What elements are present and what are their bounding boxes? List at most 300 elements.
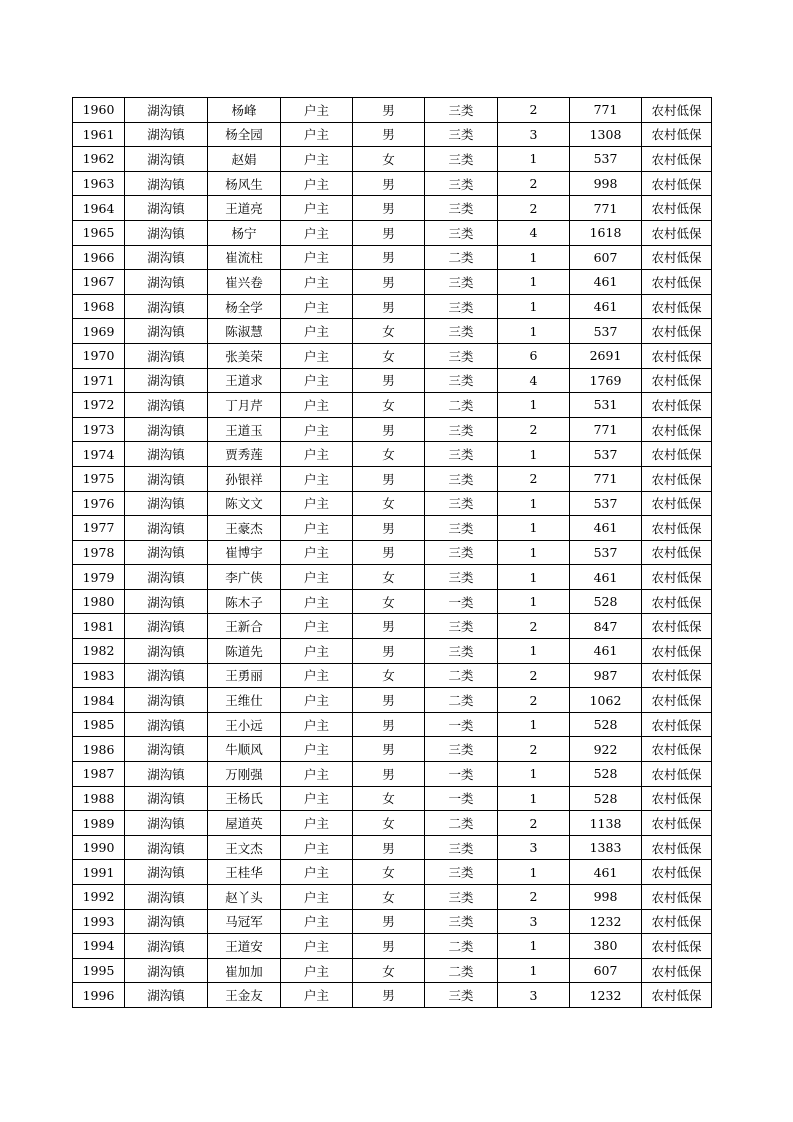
serial-number-cell: 1981	[73, 614, 125, 639]
table-row	[73, 417, 712, 442]
table-row	[73, 663, 712, 688]
amount-cell: 987	[570, 663, 642, 688]
program-cell: 农村低保	[642, 958, 712, 983]
household-size-cell: 2	[498, 663, 570, 688]
program-cell: 农村低保	[642, 860, 712, 885]
relation-cell: 户主	[281, 442, 353, 467]
name-cell: 王道安	[208, 934, 281, 959]
gender-cell: 男	[353, 639, 425, 664]
program-cell: 农村低保	[642, 245, 712, 270]
category-cell: 三类	[425, 442, 498, 467]
amount-cell: 461	[570, 860, 642, 885]
table-row	[73, 319, 712, 344]
name-cell: 杨全园	[208, 122, 281, 147]
category-cell: 三类	[425, 835, 498, 860]
name-cell: 陈淑慧	[208, 319, 281, 344]
town-cell: 湖沟镇	[125, 540, 208, 565]
gender-cell: 女	[353, 343, 425, 368]
household-size-cell: 2	[498, 466, 570, 491]
table-row	[73, 811, 712, 836]
town-cell: 湖沟镇	[125, 983, 208, 1008]
program-cell: 农村低保	[642, 811, 712, 836]
serial-number-cell: 1987	[73, 762, 125, 787]
serial-number-cell: 1994	[73, 934, 125, 959]
program-cell: 农村低保	[642, 417, 712, 442]
gender-cell: 女	[353, 442, 425, 467]
gender-cell: 男	[353, 909, 425, 934]
relation-cell: 户主	[281, 417, 353, 442]
name-cell: 王文杰	[208, 835, 281, 860]
household-size-cell: 1	[498, 860, 570, 885]
town-cell: 湖沟镇	[125, 245, 208, 270]
table-row	[73, 983, 712, 1008]
household-size-cell: 1	[498, 589, 570, 614]
table-row	[73, 466, 712, 491]
serial-number-cell: 1982	[73, 639, 125, 664]
category-cell: 三类	[425, 885, 498, 910]
name-cell: 崔兴卷	[208, 270, 281, 295]
gender-cell: 男	[353, 171, 425, 196]
amount-cell: 537	[570, 147, 642, 172]
table-row	[73, 442, 712, 467]
table-row	[73, 196, 712, 221]
table-row	[73, 786, 712, 811]
town-cell: 湖沟镇	[125, 614, 208, 639]
table-row	[73, 860, 712, 885]
household-size-cell: 2	[498, 885, 570, 910]
amount-cell: 847	[570, 614, 642, 639]
table-row	[73, 516, 712, 541]
table-row	[73, 762, 712, 787]
gender-cell: 男	[353, 614, 425, 639]
category-cell: 二类	[425, 393, 498, 418]
name-cell: 杨宁	[208, 220, 281, 245]
household-size-cell: 3	[498, 983, 570, 1008]
relation-cell: 户主	[281, 983, 353, 1008]
table-row	[73, 98, 712, 123]
amount-cell: 607	[570, 245, 642, 270]
program-cell: 农村低保	[642, 540, 712, 565]
relation-cell: 户主	[281, 147, 353, 172]
program-cell: 农村低保	[642, 909, 712, 934]
program-cell: 农村低保	[642, 98, 712, 123]
amount-cell: 461	[570, 294, 642, 319]
serial-number-cell: 1992	[73, 885, 125, 910]
town-cell: 湖沟镇	[125, 393, 208, 418]
table-row	[73, 491, 712, 516]
household-size-cell: 2	[498, 688, 570, 713]
gender-cell: 男	[353, 712, 425, 737]
gender-cell: 男	[353, 417, 425, 442]
serial-number-cell: 1984	[73, 688, 125, 713]
household-size-cell: 1	[498, 762, 570, 787]
relation-cell: 户主	[281, 712, 353, 737]
gender-cell: 男	[353, 983, 425, 1008]
serial-number-cell: 1971	[73, 368, 125, 393]
program-cell: 农村低保	[642, 171, 712, 196]
serial-number-cell: 1965	[73, 220, 125, 245]
gender-cell: 女	[353, 393, 425, 418]
category-cell: 三类	[425, 294, 498, 319]
name-cell: 崔加加	[208, 958, 281, 983]
household-size-cell: 1	[498, 319, 570, 344]
amount-cell: 461	[570, 516, 642, 541]
serial-number-cell: 1975	[73, 466, 125, 491]
program-cell: 农村低保	[642, 466, 712, 491]
town-cell: 湖沟镇	[125, 196, 208, 221]
name-cell: 赵丫头	[208, 885, 281, 910]
town-cell: 湖沟镇	[125, 565, 208, 590]
serial-number-cell: 1969	[73, 319, 125, 344]
relation-cell: 户主	[281, 171, 353, 196]
table-row	[73, 368, 712, 393]
amount-cell: 771	[570, 417, 642, 442]
amount-cell: 537	[570, 540, 642, 565]
gender-cell: 女	[353, 589, 425, 614]
name-cell: 陈文文	[208, 491, 281, 516]
serial-number-cell: 1979	[73, 565, 125, 590]
program-cell: 农村低保	[642, 442, 712, 467]
amount-cell: 771	[570, 466, 642, 491]
category-cell: 三类	[425, 983, 498, 1008]
amount-cell: 461	[570, 270, 642, 295]
category-cell: 二类	[425, 811, 498, 836]
serial-number-cell: 1988	[73, 786, 125, 811]
category-cell: 三类	[425, 614, 498, 639]
relation-cell: 户主	[281, 491, 353, 516]
category-cell: 三类	[425, 639, 498, 664]
relation-cell: 户主	[281, 835, 353, 860]
town-cell: 湖沟镇	[125, 811, 208, 836]
serial-number-cell: 1977	[73, 516, 125, 541]
household-size-cell: 1	[498, 147, 570, 172]
town-cell: 湖沟镇	[125, 319, 208, 344]
town-cell: 湖沟镇	[125, 885, 208, 910]
household-size-cell: 2	[498, 737, 570, 762]
category-cell: 三类	[425, 565, 498, 590]
household-size-cell: 3	[498, 835, 570, 860]
household-size-cell: 1	[498, 934, 570, 959]
relation-cell: 户主	[281, 98, 353, 123]
category-cell: 三类	[425, 319, 498, 344]
program-cell: 农村低保	[642, 639, 712, 664]
gender-cell: 男	[353, 737, 425, 762]
name-cell: 丁月芹	[208, 393, 281, 418]
town-cell: 湖沟镇	[125, 860, 208, 885]
amount-cell: 528	[570, 762, 642, 787]
gender-cell: 男	[353, 934, 425, 959]
amount-cell: 1232	[570, 909, 642, 934]
table-row	[73, 589, 712, 614]
household-size-cell: 1	[498, 245, 570, 270]
name-cell: 孙银祥	[208, 466, 281, 491]
household-size-cell: 2	[498, 196, 570, 221]
town-cell: 湖沟镇	[125, 909, 208, 934]
name-cell: 王道亮	[208, 196, 281, 221]
category-cell: 三类	[425, 737, 498, 762]
table-row	[73, 737, 712, 762]
town-cell: 湖沟镇	[125, 343, 208, 368]
name-cell: 王金友	[208, 983, 281, 1008]
relation-cell: 户主	[281, 196, 353, 221]
serial-number-cell: 1970	[73, 343, 125, 368]
category-cell: 一类	[425, 762, 498, 787]
household-size-cell: 2	[498, 417, 570, 442]
relation-cell: 户主	[281, 614, 353, 639]
name-cell: 崔博宇	[208, 540, 281, 565]
category-cell: 三类	[425, 540, 498, 565]
name-cell: 王豪杰	[208, 516, 281, 541]
program-cell: 农村低保	[642, 491, 712, 516]
category-cell: 三类	[425, 466, 498, 491]
category-cell: 三类	[425, 491, 498, 516]
household-size-cell: 1	[498, 516, 570, 541]
program-cell: 农村低保	[642, 147, 712, 172]
town-cell: 湖沟镇	[125, 934, 208, 959]
table-row	[73, 639, 712, 664]
town-cell: 湖沟镇	[125, 491, 208, 516]
name-cell: 马冠军	[208, 909, 281, 934]
amount-cell: 1618	[570, 220, 642, 245]
amount-cell: 998	[570, 885, 642, 910]
household-size-cell: 1	[498, 393, 570, 418]
serial-number-cell: 1964	[73, 196, 125, 221]
household-size-cell: 1	[498, 442, 570, 467]
table-row	[73, 909, 712, 934]
relation-cell: 户主	[281, 663, 353, 688]
household-size-cell: 1	[498, 565, 570, 590]
name-cell: 牛顺风	[208, 737, 281, 762]
household-size-cell: 1	[498, 540, 570, 565]
gender-cell: 女	[353, 786, 425, 811]
table-row	[73, 540, 712, 565]
gender-cell: 男	[353, 762, 425, 787]
town-cell: 湖沟镇	[125, 786, 208, 811]
category-cell: 一类	[425, 786, 498, 811]
amount-cell: 537	[570, 491, 642, 516]
serial-number-cell: 1980	[73, 589, 125, 614]
serial-number-cell: 1986	[73, 737, 125, 762]
amount-cell: 1138	[570, 811, 642, 836]
name-cell: 陈道先	[208, 639, 281, 664]
relation-cell: 户主	[281, 270, 353, 295]
program-cell: 农村低保	[642, 565, 712, 590]
category-cell: 三类	[425, 171, 498, 196]
town-cell: 湖沟镇	[125, 220, 208, 245]
program-cell: 农村低保	[642, 934, 712, 959]
household-size-cell: 6	[498, 343, 570, 368]
name-cell: 万刚强	[208, 762, 281, 787]
name-cell: 王道玉	[208, 417, 281, 442]
town-cell: 湖沟镇	[125, 762, 208, 787]
table-body	[73, 98, 712, 1008]
household-size-cell: 1	[498, 491, 570, 516]
town-cell: 湖沟镇	[125, 98, 208, 123]
relation-cell: 户主	[281, 909, 353, 934]
program-cell: 农村低保	[642, 196, 712, 221]
town-cell: 湖沟镇	[125, 171, 208, 196]
gender-cell: 男	[353, 245, 425, 270]
table-row	[73, 245, 712, 270]
gender-cell: 男	[353, 516, 425, 541]
serial-number-cell: 1968	[73, 294, 125, 319]
table-row	[73, 270, 712, 295]
program-cell: 农村低保	[642, 835, 712, 860]
household-size-cell: 1	[498, 958, 570, 983]
name-cell: 王小远	[208, 712, 281, 737]
gender-cell: 男	[353, 98, 425, 123]
relation-cell: 户主	[281, 368, 353, 393]
household-size-cell: 3	[498, 909, 570, 934]
household-size-cell: 1	[498, 270, 570, 295]
category-cell: 三类	[425, 368, 498, 393]
name-cell: 李广侠	[208, 565, 281, 590]
amount-cell: 461	[570, 639, 642, 664]
relation-cell: 户主	[281, 958, 353, 983]
amount-cell: 771	[570, 98, 642, 123]
household-size-cell: 3	[498, 122, 570, 147]
program-cell: 农村低保	[642, 737, 712, 762]
amount-cell: 461	[570, 565, 642, 590]
serial-number-cell: 1983	[73, 663, 125, 688]
town-cell: 湖沟镇	[125, 639, 208, 664]
program-cell: 农村低保	[642, 319, 712, 344]
gender-cell: 男	[353, 270, 425, 295]
table-row	[73, 220, 712, 245]
serial-number-cell: 1961	[73, 122, 125, 147]
household-size-cell: 2	[498, 171, 570, 196]
relation-cell: 户主	[281, 319, 353, 344]
name-cell: 贾秀莲	[208, 442, 281, 467]
category-cell: 三类	[425, 196, 498, 221]
program-cell: 农村低保	[642, 712, 712, 737]
name-cell: 崔流柱	[208, 245, 281, 270]
household-size-cell: 1	[498, 639, 570, 664]
relation-cell: 户主	[281, 589, 353, 614]
town-cell: 湖沟镇	[125, 466, 208, 491]
amount-cell: 531	[570, 393, 642, 418]
household-size-cell: 2	[498, 614, 570, 639]
household-size-cell: 1	[498, 294, 570, 319]
serial-number-cell: 1995	[73, 958, 125, 983]
town-cell: 湖沟镇	[125, 417, 208, 442]
relation-cell: 户主	[281, 639, 353, 664]
serial-number-cell: 1985	[73, 712, 125, 737]
amount-cell: 771	[570, 196, 642, 221]
gender-cell: 男	[353, 540, 425, 565]
table-row	[73, 835, 712, 860]
program-cell: 农村低保	[642, 516, 712, 541]
gender-cell: 男	[353, 122, 425, 147]
gender-cell: 男	[353, 466, 425, 491]
relation-cell: 户主	[281, 294, 353, 319]
gender-cell: 女	[353, 860, 425, 885]
category-cell: 二类	[425, 958, 498, 983]
serial-number-cell: 1993	[73, 909, 125, 934]
name-cell: 王道求	[208, 368, 281, 393]
program-cell: 农村低保	[642, 294, 712, 319]
relation-cell: 户主	[281, 786, 353, 811]
relation-cell: 户主	[281, 762, 353, 787]
town-cell: 湖沟镇	[125, 368, 208, 393]
amount-cell: 1769	[570, 368, 642, 393]
household-size-cell: 2	[498, 98, 570, 123]
program-cell: 农村低保	[642, 270, 712, 295]
name-cell: 王桂华	[208, 860, 281, 885]
gender-cell: 男	[353, 196, 425, 221]
gender-cell: 女	[353, 958, 425, 983]
serial-number-cell: 1989	[73, 811, 125, 836]
amount-cell: 922	[570, 737, 642, 762]
category-cell: 三类	[425, 270, 498, 295]
town-cell: 湖沟镇	[125, 835, 208, 860]
gender-cell: 女	[353, 491, 425, 516]
serial-number-cell: 1966	[73, 245, 125, 270]
serial-number-cell: 1976	[73, 491, 125, 516]
program-cell: 农村低保	[642, 589, 712, 614]
gender-cell: 男	[353, 220, 425, 245]
household-size-cell: 4	[498, 220, 570, 245]
name-cell: 赵娟	[208, 147, 281, 172]
relation-cell: 户主	[281, 540, 353, 565]
category-cell: 一类	[425, 589, 498, 614]
program-cell: 农村低保	[642, 368, 712, 393]
program-cell: 农村低保	[642, 688, 712, 713]
table-row	[73, 343, 712, 368]
relation-cell: 户主	[281, 688, 353, 713]
program-cell: 农村低保	[642, 614, 712, 639]
amount-cell: 528	[570, 589, 642, 614]
table-row	[73, 712, 712, 737]
relation-cell: 户主	[281, 885, 353, 910]
category-cell: 二类	[425, 688, 498, 713]
town-cell: 湖沟镇	[125, 712, 208, 737]
town-cell: 湖沟镇	[125, 147, 208, 172]
relation-cell: 户主	[281, 737, 353, 762]
name-cell: 杨风生	[208, 171, 281, 196]
gender-cell: 男	[353, 368, 425, 393]
amount-cell: 380	[570, 934, 642, 959]
town-cell: 湖沟镇	[125, 294, 208, 319]
program-cell: 农村低保	[642, 983, 712, 1008]
serial-number-cell: 1978	[73, 540, 125, 565]
relation-cell: 户主	[281, 343, 353, 368]
amount-cell: 1308	[570, 122, 642, 147]
serial-number-cell: 1972	[73, 393, 125, 418]
gender-cell: 女	[353, 811, 425, 836]
serial-number-cell: 1990	[73, 835, 125, 860]
category-cell: 三类	[425, 909, 498, 934]
relation-cell: 户主	[281, 516, 353, 541]
name-cell: 杨全学	[208, 294, 281, 319]
serial-number-cell: 1963	[73, 171, 125, 196]
amount-cell: 537	[570, 319, 642, 344]
household-size-cell: 1	[498, 712, 570, 737]
gender-cell: 男	[353, 294, 425, 319]
relation-cell: 户主	[281, 220, 353, 245]
table-row	[73, 294, 712, 319]
town-cell: 湖沟镇	[125, 688, 208, 713]
category-cell: 三类	[425, 220, 498, 245]
town-cell: 湖沟镇	[125, 589, 208, 614]
town-cell: 湖沟镇	[125, 958, 208, 983]
table-row	[73, 171, 712, 196]
table-row	[73, 885, 712, 910]
category-cell: 二类	[425, 663, 498, 688]
category-cell: 三类	[425, 516, 498, 541]
program-cell: 农村低保	[642, 393, 712, 418]
gender-cell: 女	[353, 319, 425, 344]
